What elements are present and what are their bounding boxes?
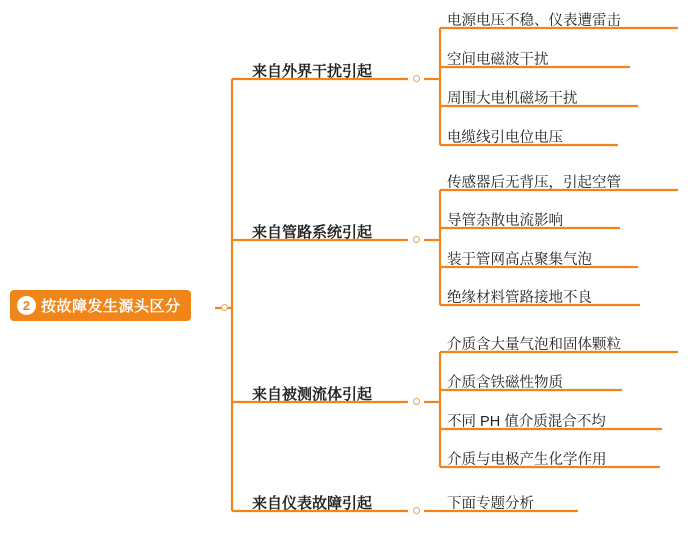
leaf-node-3-2[interactable]: 介质含铁磁性物质	[447, 375, 563, 391]
root-node[interactable]	[10, 290, 191, 321]
root-number-badge: 2	[17, 296, 36, 315]
leaf-node-2-1[interactable]: 传感器后无背压，引起空管	[447, 175, 621, 191]
leaf-node-1-2[interactable]: 空间电磁波干扰	[447, 52, 549, 68]
leaf-node-2-3[interactable]: 装于管网高点聚集气泡	[447, 252, 592, 268]
leaf-node-1-3[interactable]: 周围大电机磁场干扰	[447, 91, 578, 107]
collapse-dot-branch-1[interactable]	[413, 75, 420, 82]
leaf-node-1-1[interactable]: 电源电压不稳、仪表遭雷击	[447, 13, 621, 29]
collapse-dot-branch-3[interactable]	[413, 398, 420, 405]
leaf-node-4-1[interactable]: 下面专题分析	[447, 496, 534, 512]
collapse-dot-branch-4[interactable]	[413, 507, 420, 514]
root-label: 按故障发生源头区分	[41, 298, 181, 315]
branch-node-1[interactable]: 来自外界干扰引起	[252, 63, 373, 80]
leaf-node-3-1[interactable]: 介质含大量气泡和固体颗粒	[447, 337, 621, 353]
collapse-dot-root[interactable]	[221, 304, 228, 311]
leaf-node-3-3[interactable]: 不同 PH 值介质混合不均	[447, 414, 606, 430]
branch-node-3[interactable]: 来自被测流体引起	[252, 386, 373, 403]
branch-node-4[interactable]: 来自仪表故障引起	[252, 495, 373, 512]
leaf-node-2-2[interactable]: 导管杂散电流影响	[447, 213, 563, 229]
leaf-node-3-4[interactable]: 介质与电极产生化学作用	[447, 452, 607, 468]
collapse-dot-branch-2[interactable]	[413, 236, 420, 243]
leaf-node-1-4[interactable]: 电缆线引电位电压	[447, 130, 563, 146]
leaf-node-2-4[interactable]: 绝缘材料管路接地不良	[447, 290, 592, 306]
branch-node-2[interactable]: 来自管路系统引起	[252, 224, 373, 241]
